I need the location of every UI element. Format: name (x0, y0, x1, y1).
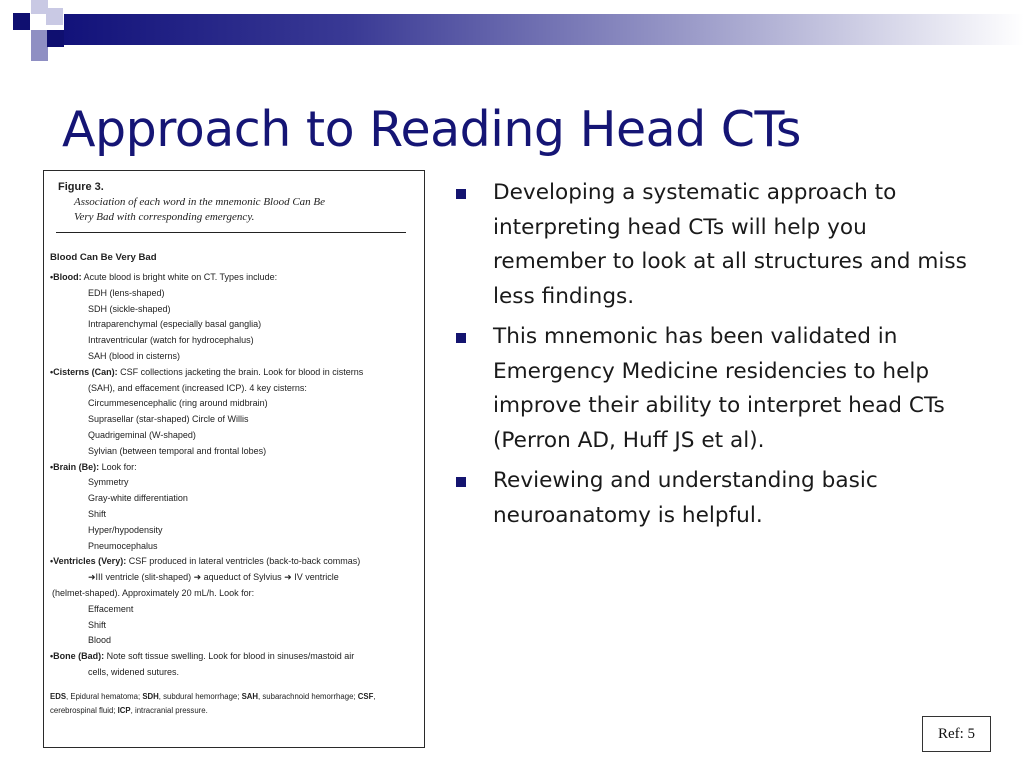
figure-divider (56, 232, 406, 233)
bullet-list (456, 176, 976, 539)
figure-list-item: Intraventricular (watch for hydrocephalus) (88, 335, 254, 346)
figure-list-item: Sylvian (between temporal and frontal lobes) (88, 445, 267, 456)
figure-list-item: Blood (88, 635, 112, 646)
slide-title: Approach to Reading Head CTs (62, 101, 801, 158)
figure-caption-line: Association of each word in the mnemonic Blood Can Be (74, 196, 326, 208)
figure-list-item: EDH (lens-shaped) (88, 287, 165, 298)
figure-list-item: Shift (88, 508, 107, 519)
section-continuation: cells, widened sutures. (88, 666, 180, 677)
figure-list-item: SAH (blood in cisterns) (88, 350, 181, 361)
section-continuation: (helmet-shaped). Approximately 20 mL/h. Look for: (52, 587, 255, 598)
section-key: •Blood: (50, 272, 82, 282)
figure-section-ventricles (50, 554, 414, 570)
decor-square-light (46, 8, 63, 25)
bullet-text: Reviewing and understanding basic neuroanatomy is helpful. (493, 468, 878, 528)
figure-footnote (50, 690, 414, 719)
figure-list-item: Hyper/hypodensity (88, 524, 163, 535)
abbr-text: , (373, 691, 376, 701)
abbr-key: ICP (117, 706, 131, 716)
section-key: •Cisterns (Can): (50, 366, 118, 377)
decor-square-mid (31, 30, 48, 47)
bullet-text: Developing a systematic approach to interpreting head CTs will help you remember to look at all structures and miss less findings. (493, 180, 967, 309)
figure-section-cisterns (50, 365, 414, 381)
abbr-key: SDH (142, 691, 159, 701)
abbr-key: CSF (357, 691, 374, 701)
abbr-key: EDS (50, 691, 67, 701)
square-bullet-icon (456, 189, 466, 199)
section-text: Note soft tissue swelling. Look for blood in sinuses/mastoid air (104, 651, 355, 662)
abbr-text: , intracranial pressure. (130, 706, 208, 716)
decor-square-dark (13, 13, 30, 30)
figure-list-item: SDH (sickle-shaped) (88, 303, 171, 314)
section-text: CSF produced in lateral ventricles (back-to-back commas) (126, 556, 361, 567)
square-bullet-icon (456, 477, 466, 487)
bullet-item (456, 176, 976, 314)
section-text: Look for: (99, 461, 137, 472)
figure-list-item: Effacement (88, 603, 134, 614)
section-key: •Brain (Be): (50, 461, 100, 472)
footnote-line (50, 690, 414, 705)
figure-heading: Blood Can Be Very Bad (50, 252, 157, 263)
figure-section-bone (50, 649, 414, 665)
figure-list-item: Pneumocephalus (88, 540, 158, 551)
figure-list-item: Circummesencephalic (ring around midbrain) (88, 398, 268, 409)
figure-label: Figure 3. (58, 181, 104, 193)
figure-caption (74, 195, 400, 225)
figure-section-blood (50, 270, 414, 286)
decor-square-mid (31, 47, 48, 61)
figure-list-item: Quadrigeminal (W-shaped) (88, 429, 196, 440)
figure-list-item: Gray-white differentiation (88, 493, 188, 504)
reference-box: Ref: 5 (922, 716, 991, 752)
figure-section-brain (50, 460, 414, 476)
figure-list-item: Shift (88, 619, 107, 630)
section-text: Acute blood is bright white on CT. Types include: (81, 272, 278, 282)
figure-list-item: Intraparenchymal (especially basal ganglia) (88, 319, 262, 330)
bullet-item (456, 320, 976, 458)
abbr-key: SAH (241, 691, 259, 701)
abbr-text: , Epidural hematoma; (66, 691, 143, 701)
square-bullet-icon (456, 333, 466, 343)
bullet-item (456, 464, 976, 533)
abbr-text: , subdural hemorrhage; (158, 691, 242, 701)
decor-square-dark (47, 30, 64, 47)
figure-list-item: Symmetry (88, 477, 129, 488)
footnote-line (50, 704, 414, 719)
header-gradient-band (64, 14, 1024, 45)
abbr-text: , subarachnoid hemorrhage; (258, 691, 358, 701)
bullet-text: This mnemonic has been validated in Emergency Medicine residencies to help improve their ability to interpret head CTs (Perron AD, Huff JS et al). (493, 324, 945, 453)
section-key: •Bone (Bad): (50, 651, 105, 662)
section-key: •Ventricles (Very): (50, 556, 127, 567)
mnemonic-figure (43, 170, 425, 748)
section-text: CSF collections jacketing the brain. Look for blood in cisterns (117, 366, 364, 377)
section-continuation: (SAH), and effacement (increased ICP). 4 key cisterns: (88, 382, 307, 393)
abbr-text: cerebrospinal fluid; (50, 706, 118, 716)
section-continuation: ➜III ventricle (slit-shaped) ➜ aqueduct of Sylvius ➜ IV ventricle (88, 572, 339, 583)
figure-caption-line: Very Bad with corresponding emergency. (74, 211, 255, 223)
figure-list-item: Suprasellar (star-shaped) Circle of Willis (88, 414, 249, 425)
